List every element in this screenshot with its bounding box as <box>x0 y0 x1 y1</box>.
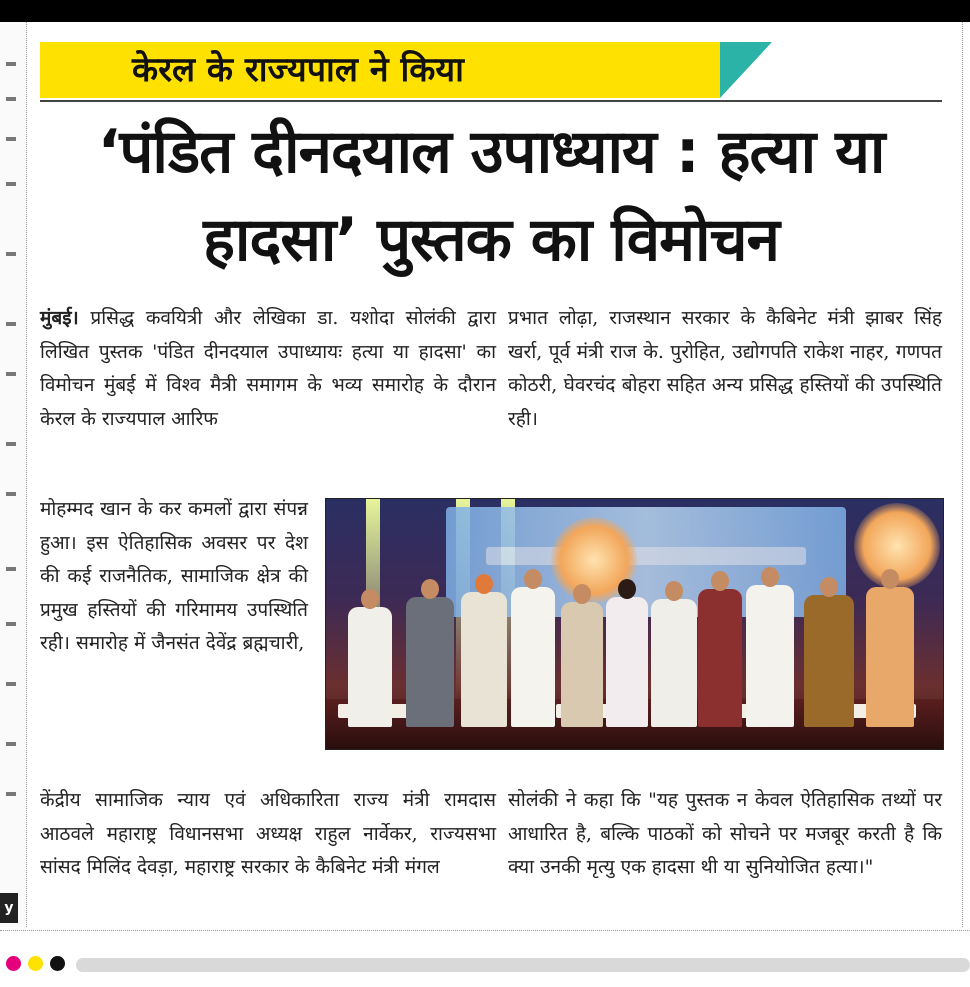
kicker-rule <box>40 100 942 102</box>
kicker-text: केरल के राज्यपाल ने किया <box>40 42 720 98</box>
person <box>804 595 854 727</box>
page-dot-magenta[interactable] <box>6 956 21 971</box>
side-tag: y <box>0 893 18 923</box>
person <box>866 587 914 727</box>
wrap-paragraph: मोहम्मद खान के कर कमलों द्वारा संपन्न हुआ। इस ऐतिहासिक अवसर पर देश की कई राजनैतिक, सामाजिक क्षेत्र की प्रमुख हस्तियों की गरिमामय उपस्थिति रही। समारोह में जैनसंत देवेंद्र ब्रह्मचारी, <box>40 498 308 655</box>
column-two-paragraph: प्रभात लोढ़ा, राजस्थान सरकार के कैबिनेट मंत्री झाबर सिंह खर्रा, पूर्व मंत्री राज के. पुरोहित, उद्योगपति राकेश नाहर, गणपत कोठरी, घेवरचंद बोहरा सहित अन्य प्रसिद्ध हस्तियों की उपस्थिति रही। <box>508 307 942 430</box>
adjacent-column-margin <box>0 22 27 927</box>
lead-paragraph <box>40 302 496 436</box>
person <box>561 602 603 727</box>
kicker-strip <box>40 42 942 102</box>
person <box>406 597 454 727</box>
dateline: मुंबई। <box>40 307 79 329</box>
quote-paragraph: सोलंकी ने कहा कि "यह पुस्तक न केवल ऐतिहासिक तथ्यों पर आधारित है, बल्कि पाठकों को सोचने पर मजबूर करती है कि क्या उनकी मृत्यु एक हादसा थी या सुनियोजित हत्या।" <box>508 789 942 879</box>
right-dotted-border <box>962 22 963 927</box>
page-dot-black[interactable] <box>50 956 65 971</box>
person <box>461 592 507 727</box>
page-dot-yellow[interactable] <box>28 956 43 971</box>
person <box>698 589 742 727</box>
backdrop-banner <box>486 547 806 565</box>
kicker-accent-triangle <box>720 42 772 98</box>
continuation-paragraph: केंद्रीय सामाजिक न्याय एवं अधिकारिता राज्य मंत्री रामदास आठवले महाराष्ट्र विधानसभा अध्यक्ष राहुल नार्वेकर, राज्यसभा सांसद मिलिंद देवड़ा, महाराष्ट्र सरकार के कैबिनेट मंत्री मंगल <box>40 789 496 879</box>
person <box>348 607 392 727</box>
lead-text: प्रसिद्ध कवयित्री और लेखिका डा. यशोदा सोलंकी द्वारा लिखित पुस्तक 'पंडित दीनदयाल उपाध्यायः हत्या या हादसा' का विमोचन मुंबई में विश्व मैत्री समागम के भव्य समारोह के दौरान केरल के राज्यपाल आरिफ <box>40 307 496 430</box>
event-photo <box>325 498 944 750</box>
bottom-dotted-rule <box>0 930 970 932</box>
headline: ‘पंडित दीनदयाल उपाध्याय : हत्या या हादसा’ पुस्तक का विमोचन <box>97 117 885 275</box>
person <box>746 585 794 727</box>
page-progress-bar[interactable] <box>76 958 970 972</box>
person <box>511 587 555 727</box>
person <box>651 599 697 727</box>
top-black-bar <box>0 0 970 22</box>
person <box>606 597 648 727</box>
page-dots[interactable] <box>6 956 86 972</box>
